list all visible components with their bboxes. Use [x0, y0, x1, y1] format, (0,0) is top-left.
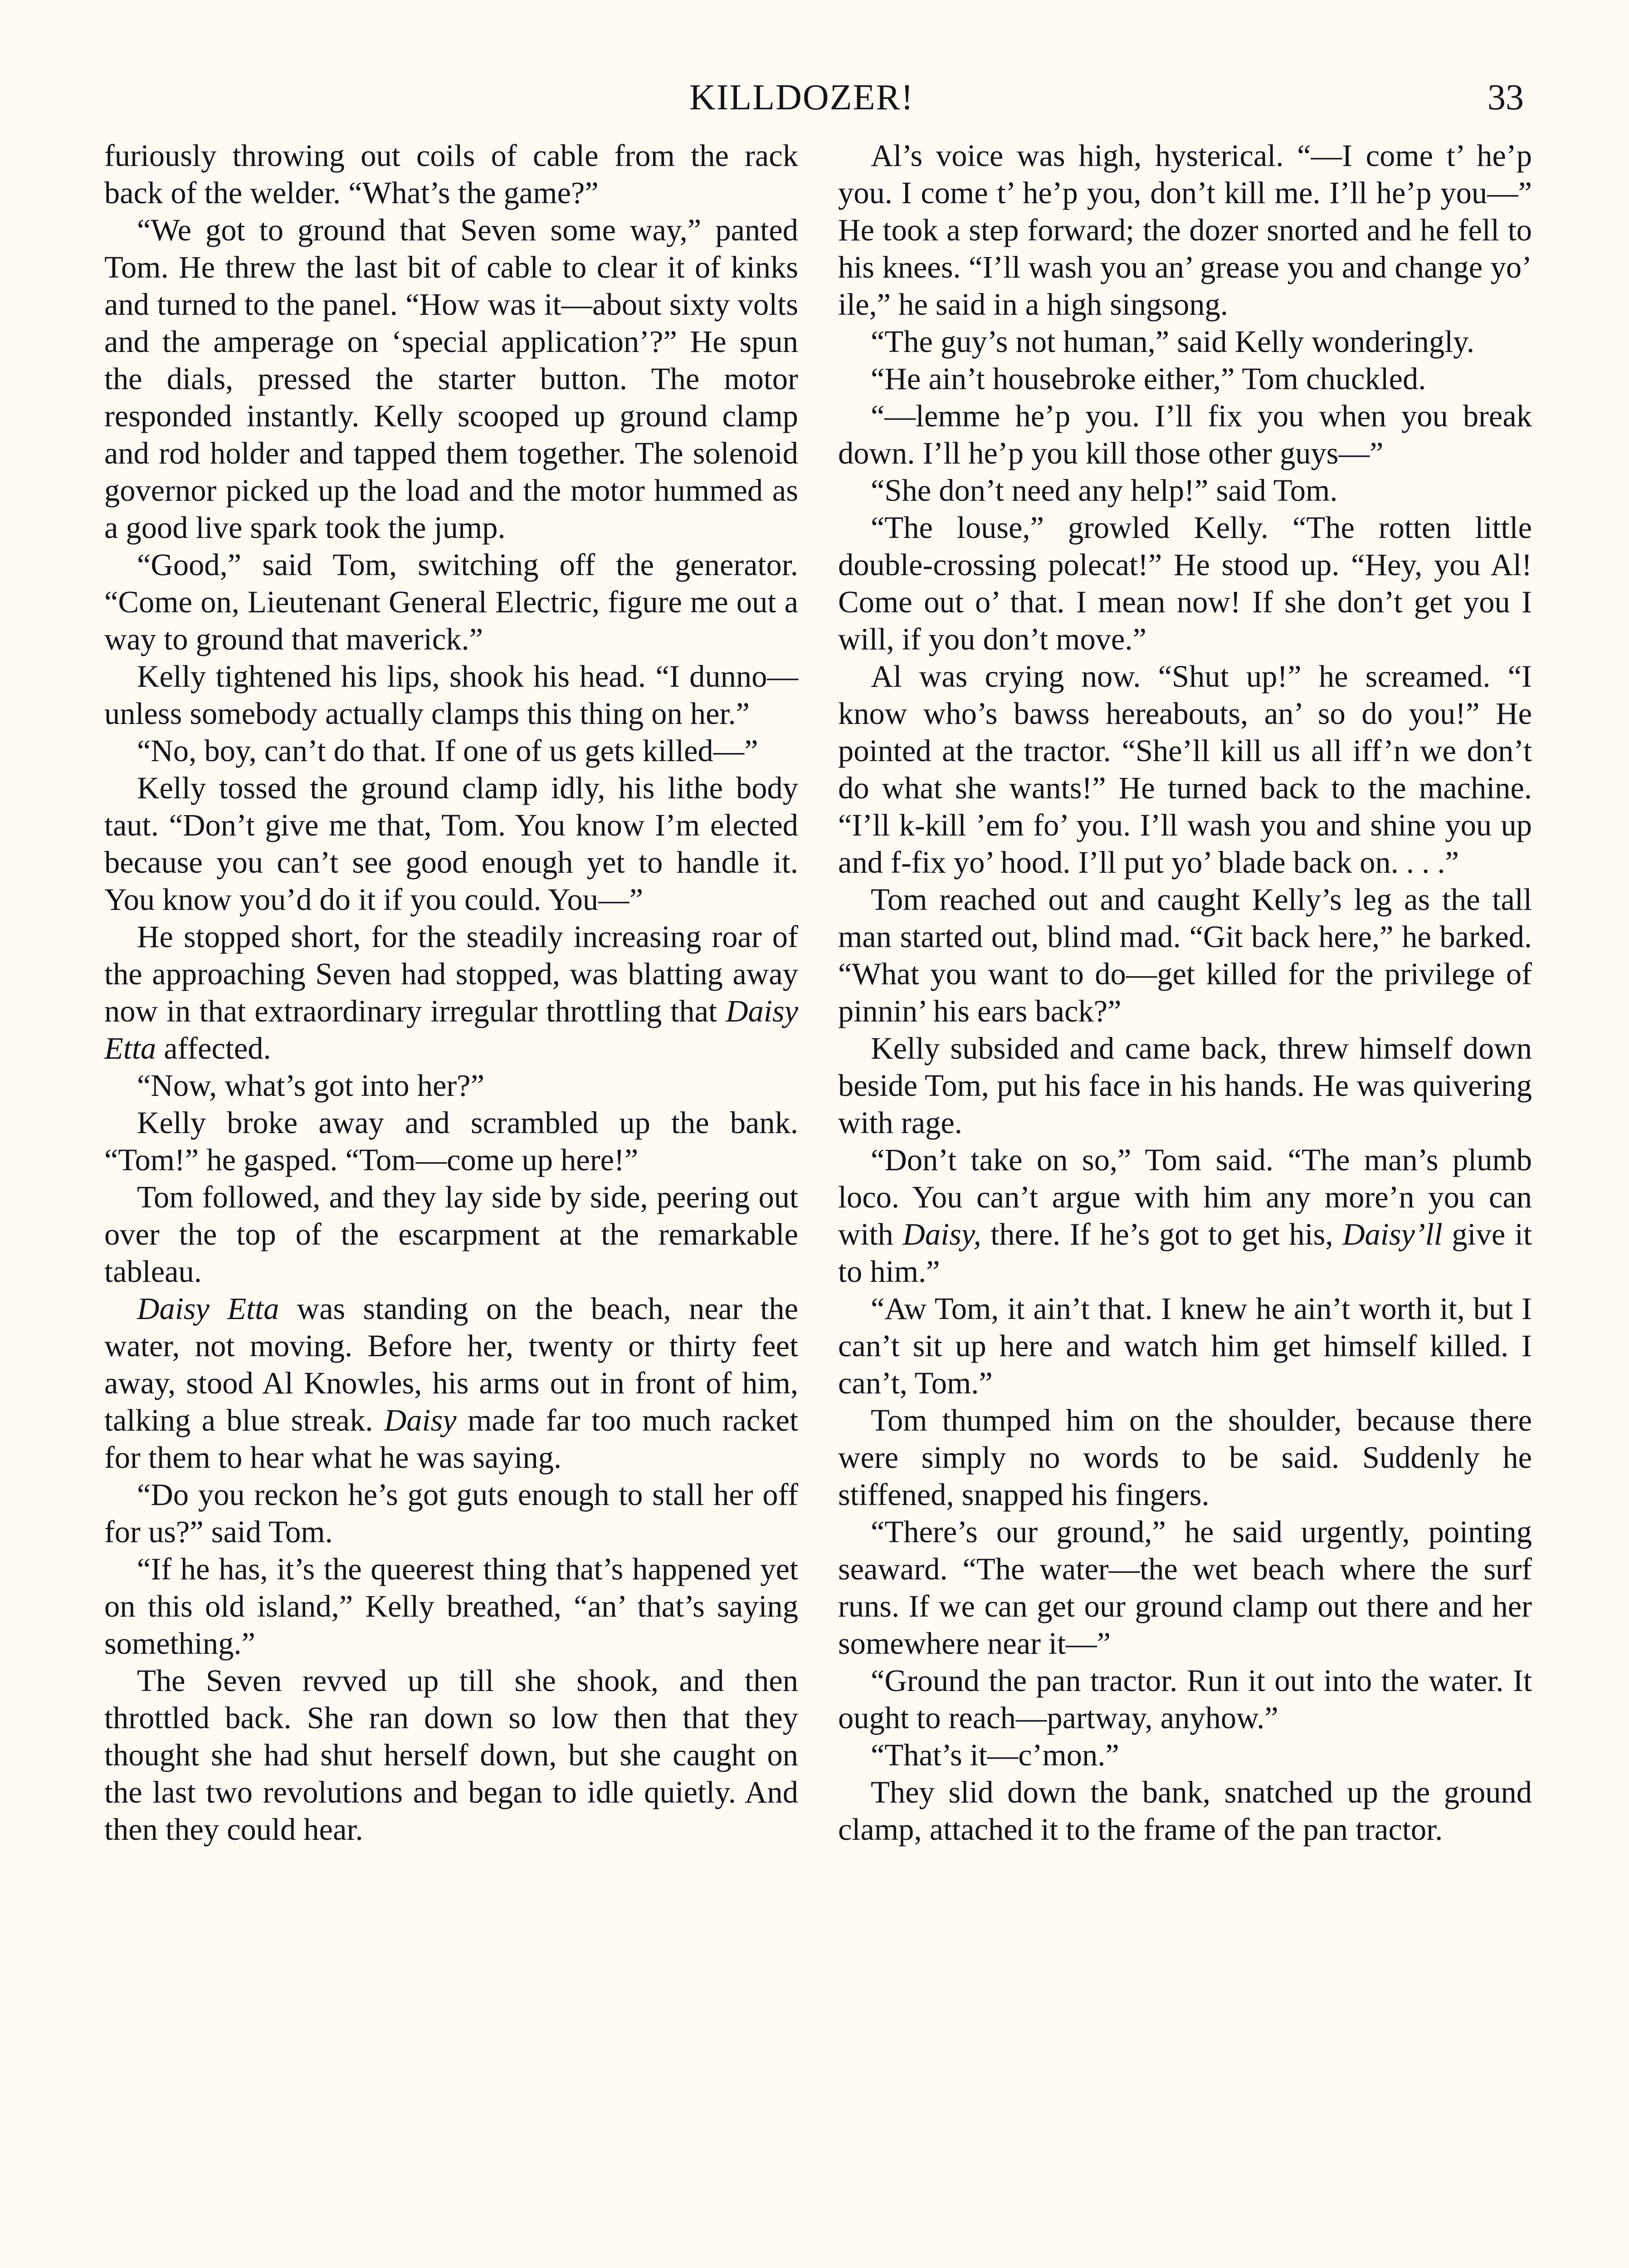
italic-text: Daisy [384, 1403, 457, 1437]
text-column-left [104, 137, 798, 1848]
text-column-right [838, 137, 1532, 1848]
paragraph: They slid down the bank, snatched up the ground clamp, attached it to the frame of the pan tractor. [838, 1775, 1532, 1847]
paragraph: “That’s it—c’mon.” [871, 1738, 1119, 1772]
paragraph: Kelly tightened his lips, shook his head. “I dunno—unless somebody actually clamps this thing on her.” [104, 659, 798, 731]
running-title: KILLDOZER! [689, 78, 914, 117]
paragraph: “The guy’s not human,” said Kelly wonderingly. [871, 324, 1475, 359]
paragraph: Tom thumped him on the shoulder, because there were simply no words to be said. Suddenly he stiffened, snapped his fingers. [838, 1403, 1532, 1512]
paragraph: Al was crying now. “Shut up!” he screamed. “I know who’s bawss hereabouts, an’ so do you!” He pointed at the tractor. “She’ll kill us all iff’n we don’t do what she wants!” He turned back to the machine. “I’ll k-kill ’em fo’ you. I’ll wash you and shine you up and f-fix yo’ hood. I’ll put yo’ blade back on. . . .” [838, 659, 1532, 880]
paragraph: “Do you reckon he’s got guts enough to stall her off for us?” said Tom. [104, 1477, 798, 1549]
paragraph: Tom reached out and caught Kelly’s leg as the tall man started out, blind mad. “Git back here,” he barked. “What you want to do—get killed for the privilege of pinnin’ his ears back?” [838, 882, 1532, 1028]
paragraph: “He ain’t housebroke either,” Tom chuckled. [871, 362, 1426, 396]
paragraph: Daisy Etta was standing on the beach, near the water, not moving. Before her, twenty or thirty feet away, stood Al Knowles, his arms out in front of him, talking a blue streak. Daisy made far too much racket for them to hear what he was saying. [104, 1291, 799, 1475]
paragraph: Tom followed, and they lay side by side, peering out over the top of the escarpment at the remarkable tableau. [104, 1180, 798, 1289]
paragraph: “We got to ground that Seven some way,” panted Tom. He threw the last bit of cable to clear it of kinks and turned to the panel. “How was it—about sixty volts and the amperage on ‘special application’?” He spun the dials, pressed the starter button. The motor responded instantly. Kelly scooped up ground clamp and rod holder and tapped them together. The solenoid governor picked up the load and the motor hummed as a good live spark took the jump. [104, 213, 798, 545]
paragraph: “Don’t take on so,” Tom said. “The man’s plumb loco. You can’t argue with him any more’n you can with Daisy, there. If he’s got to get his, Daisy’ll give it to him.” [838, 1143, 1532, 1289]
paragraph: “If he has, it’s the queerest thing that’s happened yet on this old island,” Kelly breathed, “an’ that’s saying something.” [104, 1552, 798, 1661]
page-number: 33 [1488, 78, 1524, 117]
paragraph: “—lemme he’p you. I’ll fix you when you break down. I’ll he’p you kill those other guys—” [838, 399, 1532, 470]
paragraph: “Good,” said Tom, switching off the generator. “Come on, Lieutenant General Electric, figure me out a way to ground that maverick.” [104, 547, 798, 656]
paragraph: furiously throwing out coils of cable from the rack back of the welder. “What’s the game?” [104, 138, 798, 210]
italic-text: Daisy Etta [137, 1291, 279, 1326]
paragraph: Kelly broke away and scrambled up the bank. “Tom!” he gasped. “Tom—come up here!” [104, 1105, 798, 1177]
paragraph: Al’s voice was high, hysterical. “—I come t’ he’p you. I come t’ he’p you, don’t kill me. I’ll he’p you—” He took a step forward; the dozer snorted and he fell to his knees. “I’ll wash you an’ grease you and change yo’ ile,” he said in a high singsong. [838, 138, 1532, 322]
paragraph: “The louse,” growled Kelly. “The rotten little double-crossing polecat!” He stood up. “Hey, you Al! Come out o’ that. I mean now! If she don’t get you I will, if you don’t move.” [838, 510, 1532, 656]
italic-text: Daisy’ll [1342, 1217, 1443, 1251]
paragraph: He stopped short, for the steadily increasing roar of the approaching Seven had stopped, was blatting away now in that extraordinary irregular throttling that Daisy Etta affected. [104, 919, 798, 1066]
paragraph: Kelly subsided and came back, threw himself down beside Tom, put his face in his hands. He was quivering with rage. [838, 1031, 1532, 1140]
paragraph: The Seven revved up till she shook, and then throttled back. She ran down so low then that they thought she had shut herself down, but she caught on the last two revolutions and began to idle quietly. And then they could hear. [104, 1663, 798, 1847]
paragraph: “She don’t need any help!” said Tom. [871, 473, 1338, 508]
paragraph: Kelly tossed the ground clamp idly, his lithe body taut. “Don’t give me that, Tom. You know I’m elected because you can’t see good enough yet to handle it. You know you’d do it if you could. You—” [104, 771, 798, 917]
paragraph: “Now, what’s got into her?” [137, 1068, 484, 1103]
paragraph: “There’s our ground,” he said urgently, pointing seaward. “The water—the wet beach where the surf runs. If we can get our ground clamp out there and her somewhere near it—” [838, 1515, 1532, 1661]
italic-text: Daisy, [902, 1217, 981, 1251]
running-head [104, 77, 1524, 127]
paragraph: “Aw Tom, it ain’t that. I knew he ain’t worth it, but I can’t sit up here and watch him get himself killed. I can’t, Tom.” [838, 1291, 1532, 1400]
paragraph: “Ground the pan tractor. Run it out into the water. It ought to reach—partway, anyhow.” [838, 1663, 1532, 1735]
italic-text: Daisy Etta [104, 994, 798, 1066]
paragraph: “No, boy, can’t do that. If one of us gets killed—” [137, 733, 758, 768]
